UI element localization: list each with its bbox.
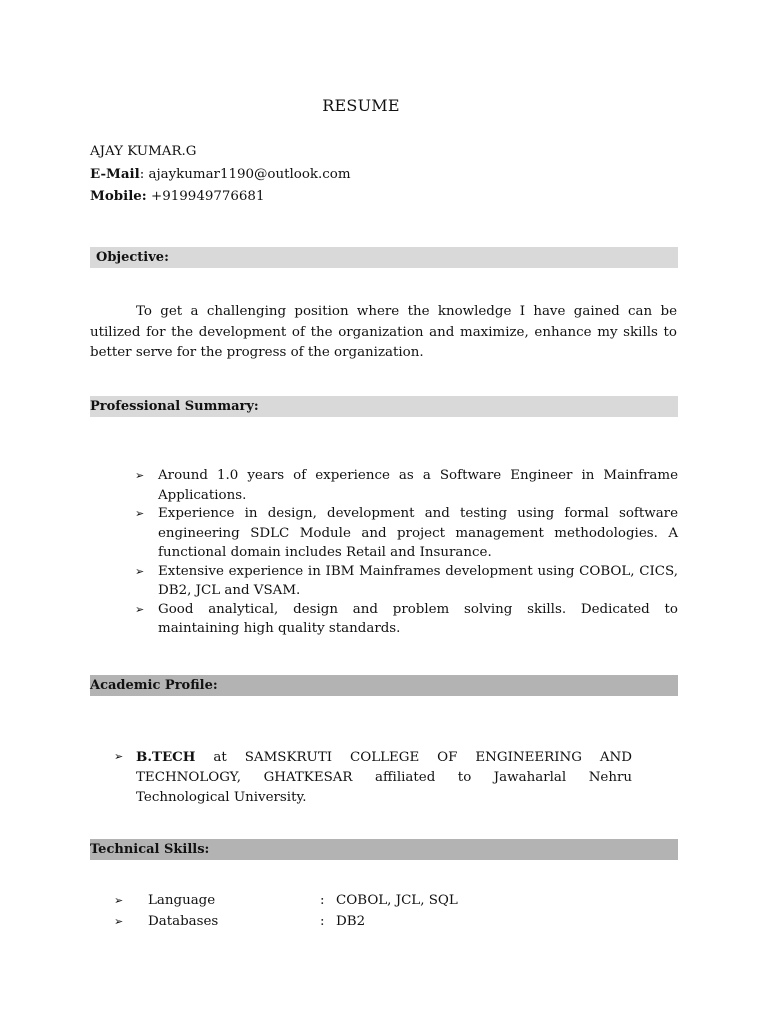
mobile-label: Mobile: [90,188,147,204]
skill-value: COBOL, JCL, SQL [336,893,458,908]
objective-text: To get a challenging position where the knowledge I have gained can be utilized for the development of the organization and maximize, enhance my skills to better serve for the progress of the organization. [90,304,677,360]
email-line [90,166,351,182]
summary-heading: Professional Summary: [90,399,259,414]
list-item: ➢ Around 1.0 years of experience as a Software Engineer in Mainframe Applications. [135,468,678,503]
skill-separator: : [320,893,325,908]
summary-list [133,466,678,639]
list-item: ➢ Extensive experience in IBM Mainframes development using COBOL, CICS, DB2, JCL and VSAM. [135,563,678,598]
arrowhead-bullet-icon: ➢ [114,750,124,763]
arrowhead-bullet-icon: ➢ [114,915,124,928]
skills-table [112,890,612,932]
mobile-line [90,188,264,204]
candidate-name: AJAY KUMAR.G [90,144,197,159]
arrowhead-bullet-icon: ➢ [114,894,124,907]
summary-heading-band [90,396,678,417]
degree-details: at SAMSKRUTI COLLEGE OF ENGINEERING AND TECHNOLOGY, GHATKESAR affiliated to Jawaharlal Nehru Technological University. [136,750,632,805]
arrowhead-bullet-icon: ➢ [135,469,145,482]
arrowhead-bullet-icon: ➢ [135,602,145,616]
objective-heading-band [90,247,678,268]
list-item: ➢ Experience in design, development and testing using formal software engineering SDLC Module and project management methodologies. A functional domain includes Retail and Insurance. [135,506,678,560]
email-label: E-Mail [90,166,140,182]
objective-paragraph [90,302,677,364]
objective-heading: Objective: [96,250,169,265]
skill-key: Language [148,893,216,908]
degree-name: B.TECH [136,749,196,765]
academic-heading: Academic Profile: [90,678,218,693]
list-item: ➢ Good analytical, design and problem solving skills. Dedicated to maintaining high quality standards. [135,601,678,636]
skills-heading-band [90,839,678,860]
table-row [112,890,612,911]
skill-separator: : [320,914,325,929]
arrowhead-bullet-icon: ➢ [135,507,145,520]
skill-value: DB2 [336,914,366,929]
arrowhead-bullet-icon: ➢ [135,564,145,578]
mobile-value: +919949776681 [146,189,265,204]
skill-key: Databases [148,914,219,929]
list-item [112,747,632,808]
academic-list [112,747,632,808]
document-title: RESUME [322,96,400,115]
table-row [112,911,612,932]
skills-heading: Technical Skills: [90,842,210,857]
email-value: : ajaykumar1190@outlook.com [139,167,351,182]
academic-heading-band [90,675,678,696]
